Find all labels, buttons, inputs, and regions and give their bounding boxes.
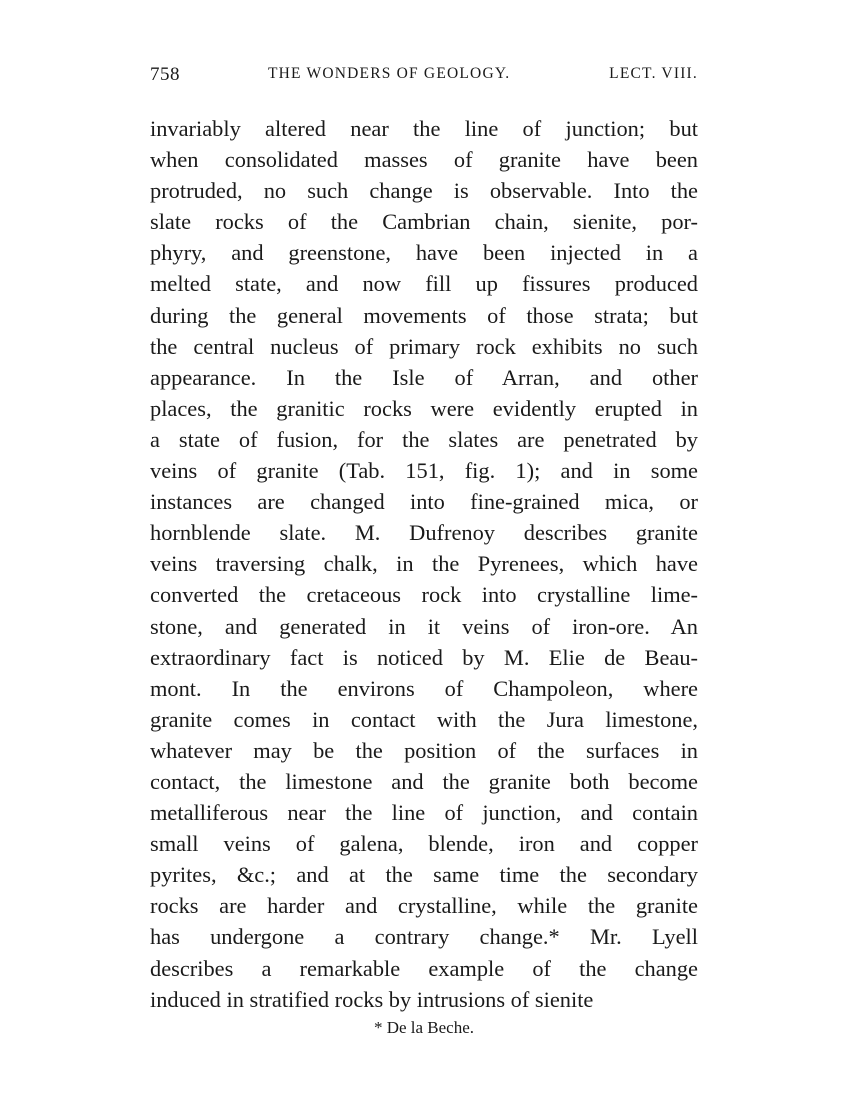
text-line: rocks are harder and crystalline, while the granite [150,893,698,919]
text-line: appearance. In the Isle of Arran, and other [150,364,698,390]
text-line: whatever may be the position of the surfaces in [150,737,698,763]
text-line: metalliferous near the line of junction, and contain [150,800,698,826]
text-line: when consolidated masses of granite have been [150,147,698,173]
text-line: small veins of galena, blende, iron and copper [150,831,698,857]
text-line: contact, the limestone and the granite both become [150,768,698,794]
text-line: the central nucleus of primary rock exhibits no such [150,333,698,359]
footnote: * De la Beche. [373,1018,475,1037]
text-line: pyrites, &c.; and at the same time the secondary [150,862,698,888]
text-line: melted state, and now fill up fissures produced [150,271,698,297]
text-line: describes a remarkable example of the change [150,955,698,981]
text-line: protruded, no such change is observable. Into the [150,178,698,204]
text-line: induced in stratified rocks by intrusions of sienite [150,986,594,1012]
text-line: slate rocks of the Cambrian chain, sienite, por- [150,209,698,235]
text-line: during the general movements of those strata; but [150,302,698,328]
text-line: a state of fusion, for the slates are penetrated by [150,426,698,452]
text-line: stone, and generated in it veins of iron-ore. An [150,613,698,639]
running-title: THE WONDERS OF GEOLOGY. [268,65,511,82]
text-line: instances are changed into fine-grained mica, or [150,489,698,515]
page-number: 758 [150,64,180,85]
text-line: extraordinary fact is noticed by M. Elie de Beau- [150,644,698,670]
text-line: invariably altered near the line of junction; but [150,116,698,141]
text-line: converted the cretaceous rock into crystalline lime- [150,582,698,608]
body-paragraph [150,113,698,1015]
text-line: places, the granitic rocks were evidently erupted in [150,395,698,421]
text-line: hornblende slate. M. Dufrenoy describes granite [150,520,698,546]
text-line: has undergone a contrary change.* Mr. Lyell [150,924,698,950]
lecture-reference: LECT. VIII. [609,65,698,82]
running-header [150,64,698,94]
text-line: phyry, and greenstone, have been injected in a [150,240,698,266]
text-line: veins of granite (Tab. 151, fig. 1); and in some [150,458,698,484]
text-line: mont. In the environs of Champoleon, where [150,675,698,701]
text-line: granite comes in contact with the Jura limestone, [150,706,698,732]
text-line: veins traversing chalk, in the Pyrenees, which have [150,551,698,577]
